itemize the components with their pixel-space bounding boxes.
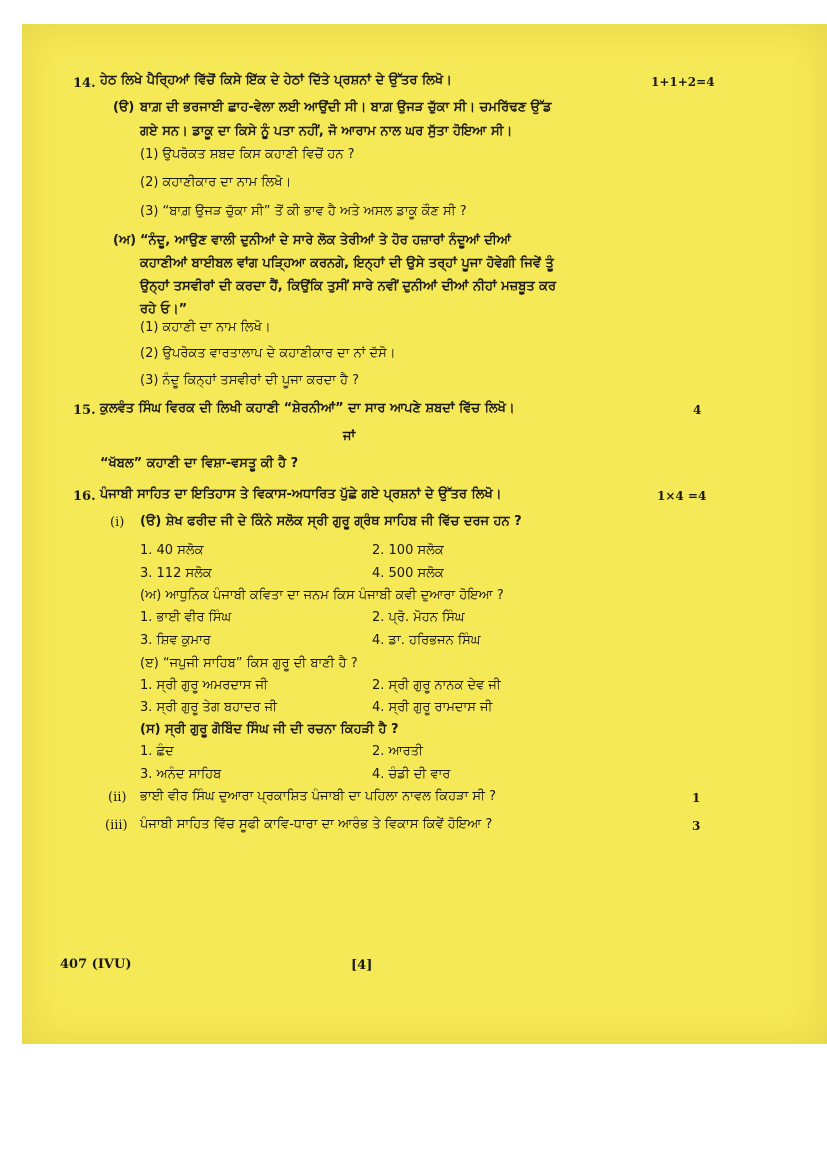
mcq-option: 3. ਸ਼ਿਵ ਕੁਮਾਰ — [140, 633, 211, 648]
question-text-alternative: “ਖੱਬਲ” ਕਹਾਣੀ ਦਾ ਵਿਸ਼ਾ-ਵਸਤੂ ਕੀ ਹੈ ? — [100, 456, 299, 471]
mcq-option: 3. ਅਨੰਦ ਸਾਹਿਬ — [140, 767, 222, 782]
mcq-option: 4. ਚੰਡੀ ਦੀ ਵਾਰ — [372, 767, 451, 782]
mcq-option: 1. ਭਾਈ ਵੀਰ ਸਿੰਘ — [140, 610, 232, 625]
long-question: ਪੰਜਾਬੀ ਸਾਹਿਤ ਵਿੱਚ ਸੂਫੀ ਕਾਵਿ-ਧਾਰਾ ਦਾ ਆਰੰਭ ਤੇ ਵਿਕਾਸ ਕਿਵੇਂ ਹੋਇਆ ? — [140, 817, 493, 832]
passage-line: ਬਾਗ਼ ਦੀ ਭਰਜਾਈ ਛਾਹ-ਵੇਲਾ ਲਈ ਆਉਂਦੀ ਸੀ। ਬਾਗ਼ ਉਜੜ ਚੁੱਕਾ ਸੀ। ਚਮਰਿੱਢਣ ਉੱਡ — [140, 100, 552, 115]
mcq-option: 2. ਸ੍ਰੀ ਗੁਰੂ ਨਾਨਕ ਦੇਵ ਜੀ — [372, 678, 501, 693]
mcq-option: 1. ਛੰਦ — [140, 744, 174, 759]
sub-question: (2) ਉਪਰੋਕਤ ਵਾਰਤਾਲਾਪ ਦੇ ਕਹਾਣੀਕਾਰ ਦਾ ਨਾਂ ਦੱਸੋ। — [140, 346, 396, 361]
sub-question: (1) ਉਪਰੋਕਤ ਸ਼ਬਦ ਕਿਸ ਕਹਾਣੀ ਵਿਚੋਂ ਹਨ ? — [140, 147, 355, 162]
page-number: [4] — [351, 958, 373, 973]
question-instruction: ਹੇਠ ਲਿਖੇ ਪੈਰ੍ਹਿਆਂ ਵਿੱਚੋਂ ਕਿਸੇ ਇੱਕ ਦੇ ਹੇਠਾਂ ਦਿੱਤੇ ਪ੍ਰਸ਼ਨਾਂ ਦੇ ਉੱਤਰ ਲਿਖੋ। — [100, 73, 452, 88]
or-separator: ਜਾਂ — [343, 429, 356, 444]
mcq-option: 1. ਸ੍ਰੀ ਗੁਰੂ ਅਮਰਦਾਸ ਜੀ — [140, 678, 268, 693]
mcq-option: 4. ਸ੍ਰੀ ਗੁਰੂ ਰਾਮਦਾਸ ਜੀ — [372, 700, 493, 715]
question-marks: 1+1+2=4 — [651, 75, 715, 89]
question-marks: 1 — [692, 791, 701, 805]
mcq-option: 4. ਡਾ. ਹਰਿਭਜਨ ਸਿੰਘ — [372, 633, 481, 648]
mcq-option: 3. ਸ੍ਰੀ ਗੁਰੂ ਤੇਗ ਬਹਾਦਰ ਜੀ — [140, 700, 278, 715]
passage-line: ਉਨ੍ਹਾਂ ਤਸਵੀਰਾਂ ਦੀ ਕਰਦਾ ਹੈਂ, ਕਿਉਂਕਿ ਤੁਸੀਂ ਸਾਰੇ ਨਵੀਂ ਦੁਨੀਆਂ ਦੀਆਂ ਨੀਹਾਂ ਮਜ਼ਬੂਤ ਕਰ — [140, 279, 557, 294]
question-number: 16. — [73, 489, 96, 504]
mcq-question: (ਸ) ਸ੍ਰੀ ਗੁਰੂ ਗੋਬਿੰਦ ਸਿੰਘ ਜੀ ਦੀ ਰਚਨਾ ਕਿਹੜੀ ਹੈ ? — [140, 722, 399, 737]
mcq-question: (ਅ) ਆਧੁਨਿਕ ਪੰਜਾਬੀ ਕਵਿਤਾ ਦਾ ਜਨਮ ਕਿਸ ਪੰਜਾਬੀ ਕਵੀ ਦੁਆਰਾ ਹੋਇਆ ? — [140, 588, 504, 603]
passage-line: ਗਏ ਸਨ। ਡਾਕੂ ਦਾ ਕਿਸੇ ਨੂੰ ਪਤਾ ਨਹੀਂ, ਜੋ ਆਰਾਮ ਨਾਲ ਘਰ ਸੁੱਤਾ ਹੋਇਆ ਸੀ। — [140, 124, 513, 139]
question-marks: 1×4 =4 — [657, 489, 707, 503]
mcq-option: 2. ਆਰਤੀ — [372, 744, 423, 759]
sub-question: (1) ਕਹਾਣੀ ਦਾ ਨਾਮ ਲਿਖੋ। — [140, 320, 271, 335]
mcq-option: 3. 112 ਸਲੋਕ — [140, 566, 212, 581]
mcq-question: (ੲ) “ਜਪੁਜੀ ਸਾਹਿਬ” ਕਿਸ ਗੁਰੂ ਦੀ ਬਾਣੀ ਹੈ ? — [140, 656, 358, 671]
question-marks: 4 — [693, 403, 702, 417]
part-label: (ii) — [108, 790, 127, 805]
question-number: 14. — [73, 76, 96, 91]
passage-line: “ਨੰਦੂ, ਆਉਣ ਵਾਲੀ ਦੁਨੀਆਂ ਦੇ ਸਾਰੇ ਲੋਕ ਤੇਰੀਆਂ ਤੇ ਹੋਰ ਹਜ਼ਾਰਾਂ ਨੰਦੂਆਂ ਦੀਆਂ — [140, 233, 511, 248]
mcq-option: 2. 100 ਸਲੋਕ — [372, 543, 444, 558]
passage-line: ਕਹਾਣੀਆਂ ਬਾਈਬਲ ਵਾਂਗ ਪੜ੍ਹਿਆ ਕਰਨਗੇ, ਇਨ੍ਹਾਂ ਦੀ ਉਸੇ ਤਰ੍ਹਾਂ ਪੂਜਾ ਹੋਵੇਗੀ ਜਿਵੇਂ ਤੂੰ — [140, 256, 554, 271]
part-label: (iii) — [105, 818, 128, 833]
sub-question: (3) “ਬਾਗ਼ ਉਜੜ ਚੁੱਕਾ ਸੀ” ਤੋਂ ਕੀ ਭਾਵ ਹੈ ਅਤੇ ਅਸਲ ਡਾਕੂ ਕੌਣ ਸੀ ? — [140, 204, 467, 219]
question-number: 15. — [73, 403, 96, 418]
question-text: ਕੁਲਵੰਤ ਸਿੰਘ ਵਿਰਕ ਦੀ ਲਿਖੀ ਕਹਾਣੀ “ਸ਼ੇਰਨੀਆਂ” ਦਾ ਸਾਰ ਆਪਣੇ ਸ਼ਬਦਾਂ ਵਿੱਚ ਲਿਖੋ। — [100, 401, 515, 416]
option-label: (ਅ) — [113, 233, 137, 248]
part-label: (i) — [110, 515, 125, 530]
mcq-question: (ੳ) ਸ਼ੇਖ ਫਰੀਦ ਜੀ ਦੇ ਕਿੰਨੇ ਸਲੋਕ ਸ੍ਰੀ ਗੁਰੂ ਗ੍ਰੰਥ ਸਾਹਿਬ ਜੀ ਵਿੱਚ ਦਰਜ ਹਨ ? — [140, 514, 522, 529]
option-label: (ੳ) — [113, 100, 135, 115]
mcq-option: 1. 40 ਸਲੋਕ — [140, 543, 204, 558]
question-instruction: ਪੰਜਾਬੀ ਸਾਹਿਤ ਦਾ ਇਤਿਹਾਸ ਤੇ ਵਿਕਾਸ-ਅਧਾਰਿਤ ਪੁੱਛੇ ਗਏ ਪ੍ਰਸ਼ਨਾਂ ਦੇ ਉੱਤਰ ਲਿਖੋ। — [100, 487, 502, 502]
mcq-option: 4. 500 ਸਲੋਕ — [372, 566, 444, 581]
sub-question: (3) ਨੰਦੂ ਕਿਨ੍ਹਾਂ ਤਸਵੀਰਾਂ ਦੀ ਪੂਜਾ ਕਰਦਾ ਹੈ ? — [140, 373, 360, 388]
mcq-option: 2. ਪ੍ਰੋ. ਮੋਹਨ ਸਿੰਘ — [372, 610, 465, 625]
passage-line: ਰਹੇ ਓ।” — [140, 302, 188, 317]
question-marks: 3 — [692, 819, 701, 833]
short-question: ਭਾਈ ਵੀਰ ਸਿੰਘ ਦੁਆਰਾ ਪ੍ਰਕਾਸ਼ਿਤ ਪੰਜਾਬੀ ਦਾ ਪਹਿਲਾ ਨਾਵਲ ਕਿਹੜਾ ਸੀ ? — [140, 789, 497, 804]
sub-question: (2) ਕਹਾਣੀਕਾਰ ਦਾ ਨਾਮ ਲਿਖੋ। — [140, 175, 292, 190]
paper-code: 407 (IVU) — [60, 957, 132, 972]
